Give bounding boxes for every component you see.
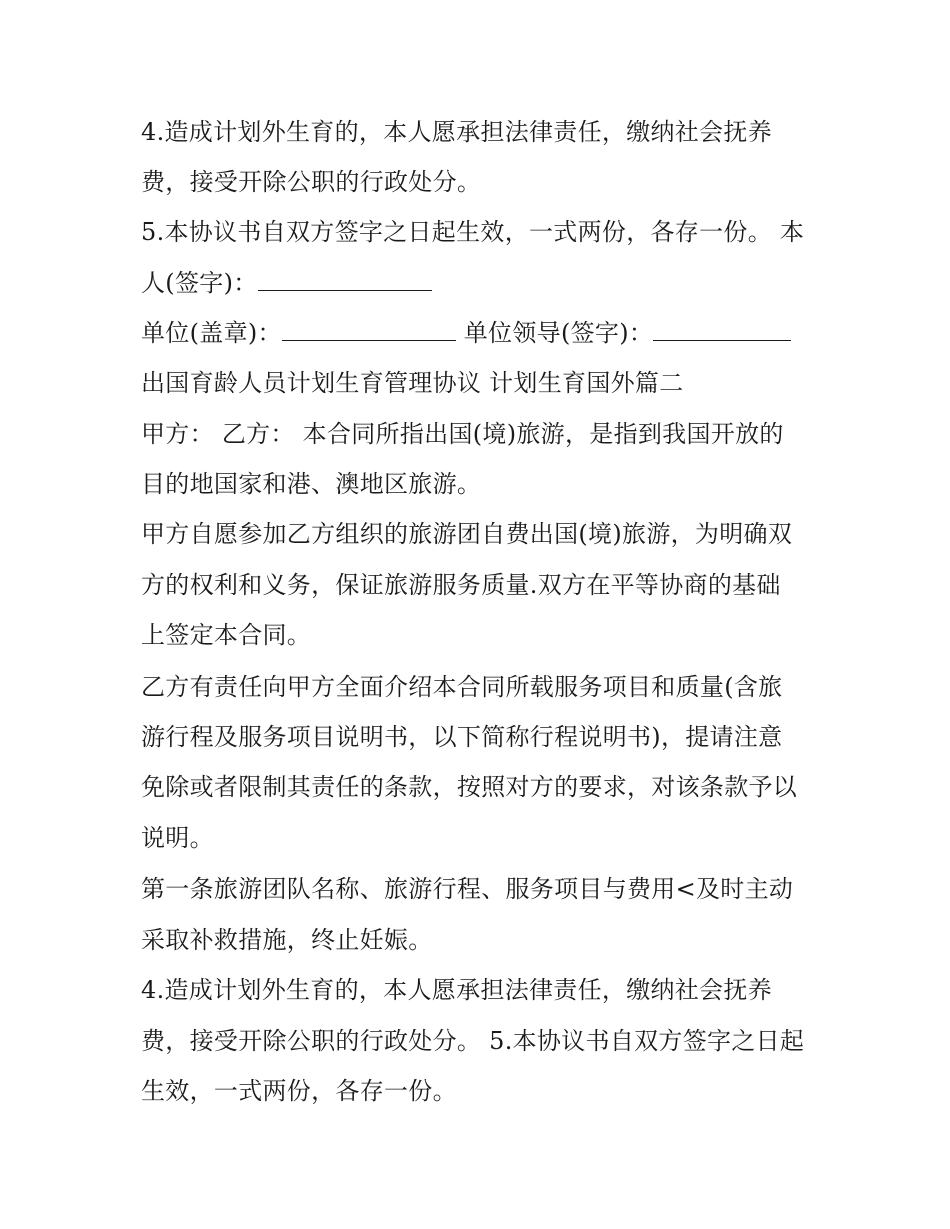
seal-blank-unit[interactable] <box>282 318 456 341</box>
signature-line-unit <box>141 318 791 348</box>
text-line: 费，接受开除公职的行政处分。 <box>141 168 482 196</box>
text-line: 说明。 <box>141 824 214 852</box>
text-line: 4.造成计划外生育的，本人愿承担法律责任，缴纳社会抚养 <box>141 118 772 146</box>
text-line: 游行程及服务项目说明书，以下简称行程说明书)，提请注意 <box>141 723 783 751</box>
text-line: 乙方有责任向甲方全面介绍本合同所载服务项目和质量(含旅 <box>141 673 783 701</box>
text-line: 5.本协议书自双方签字之日起生效，一式两份，各存一份。 本 <box>141 218 805 246</box>
signature-label-self: 人(签字)： <box>141 269 258 297</box>
signature-label-leader: 单位领导(签字)： <box>455 319 654 347</box>
text-line: 目的地国家和港、澳地区旅游。 <box>141 470 482 498</box>
text-line: 上签定本合同。 <box>141 621 312 649</box>
text-line: 采取补救措施，终止妊娠。 <box>141 926 433 954</box>
text-line: 方的权利和义务，保证旅游服务质量.双方在平等协商的基础 <box>141 571 781 599</box>
text-line: 第一条旅游团队名称、旅游行程、服务项目与费用<及时主动 <box>141 875 794 903</box>
text-line: 免除或者限制其责任的条款，按照对方的要求，对该条款予以 <box>141 773 798 801</box>
text-line: 费，接受开除公职的行政处分。 5.本协议书自双方签字之日起 <box>141 1027 805 1055</box>
signature-blank-leader[interactable] <box>653 318 791 341</box>
text-line: 甲方： 乙方： 本合同所指出国(境)旅游，是指到我国开放的 <box>141 420 784 448</box>
signature-line-self <box>141 268 432 298</box>
text-line: 4.造成计划外生育的，本人愿承担法律责任，缴纳社会抚养 <box>141 976 772 1004</box>
section-heading: 出国育龄人员计划生育管理协议 计划生育国外篇二 <box>141 369 684 397</box>
seal-label-unit: 单位(盖章)： <box>141 319 282 347</box>
text-line: 生效，一式两份，各存一份。 <box>141 1077 457 1105</box>
text-line: 甲方自愿参加乙方组织的旅游团自费出国(境)旅游，为明确双 <box>141 520 793 548</box>
signature-blank-self[interactable] <box>258 268 432 291</box>
